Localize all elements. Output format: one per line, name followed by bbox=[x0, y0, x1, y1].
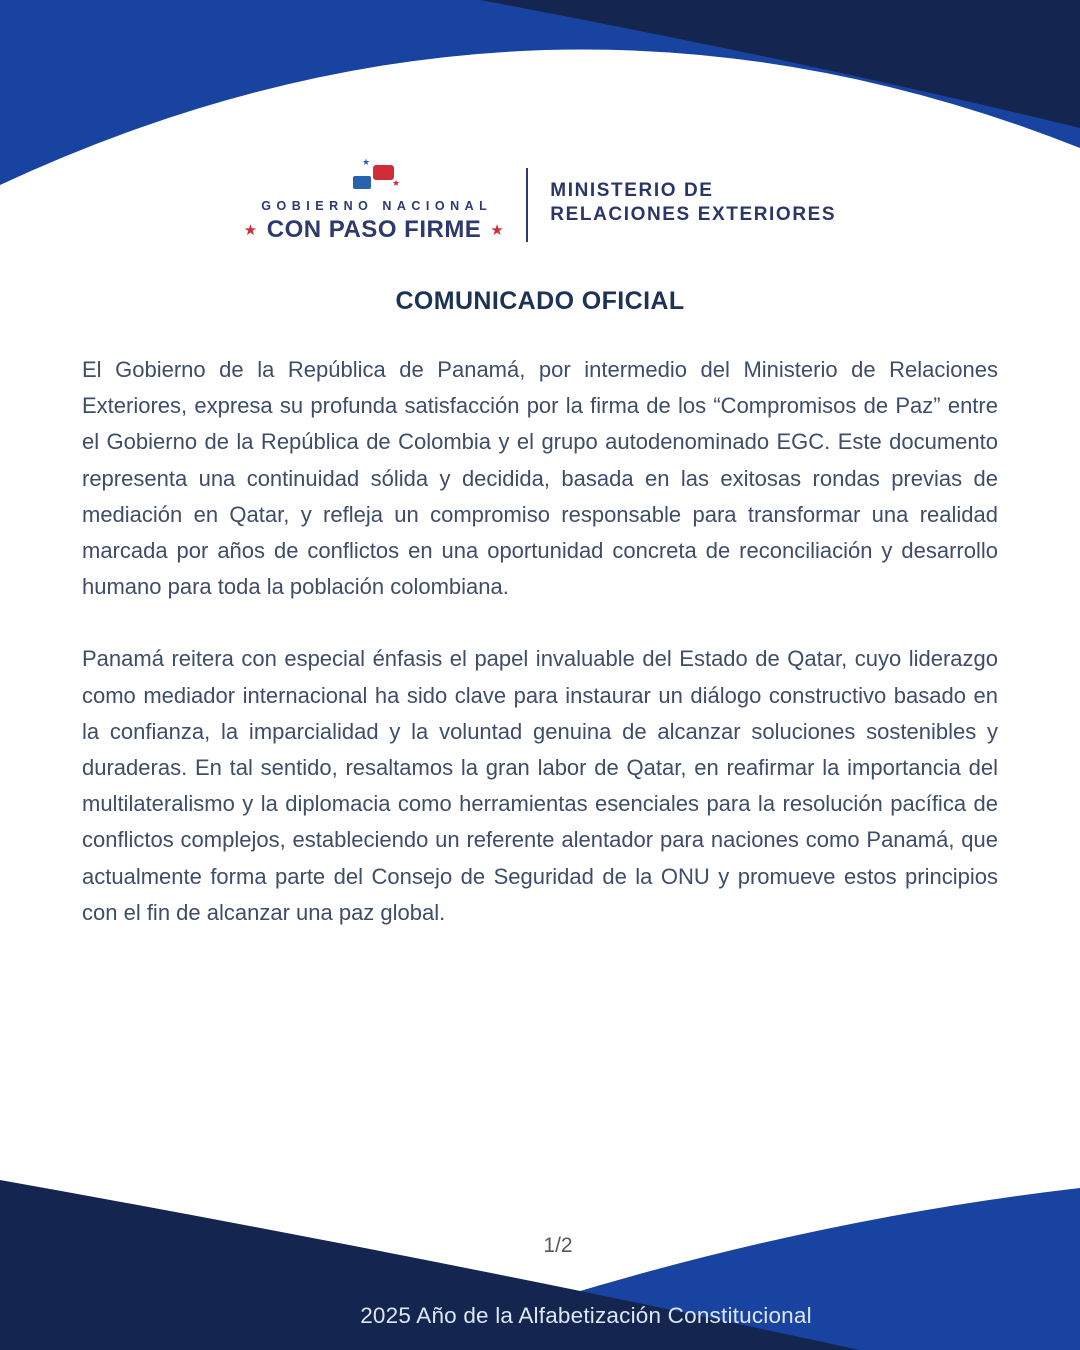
slogan-text: CON PASO FIRME bbox=[266, 216, 482, 243]
star-icon: ★ bbox=[391, 178, 401, 188]
flag-blue-rect bbox=[353, 176, 371, 189]
panama-flag-icon bbox=[351, 157, 401, 196]
body-paragraph: El Gobierno de la República de Panamá, por intermedio del Ministerio de Relaciones Exteriores, expresa su profunda satisfacción por la firma de los “Compromisos de Paz” entre el Gobierno de la República de Colombia y el grupo autodenominado EGC. Este documento representa una continuidad sólida y decidida, basada en las exitosas rondas previas de mediación en Qatar, y refleja un compromiso responsable para transformar una realidad marcada por años de conflictos en una oportunidad concreta de reconciliación y desarrollo humano para toda la población colombiana. bbox=[82, 357, 998, 600]
star-icon: ★ bbox=[490, 222, 505, 239]
star-icon: ★ bbox=[243, 222, 258, 239]
ministry-brand bbox=[528, 162, 836, 244]
star-icon: ★ bbox=[362, 157, 371, 167]
document-body bbox=[82, 352, 998, 931]
body-paragraph: Panamá reitera con especial énfasis el papel invaluable del Estado de Qatar, cuyo liderazgo como mediador internacional ha sido clave para instaurar un diálogo constructivo basado en la confianza, la imparcialidad y la voluntad genuina de alcanzar soluciones sostenibles y duraderas. En tal sentido, resaltamos la gran labor de Qatar, en reafirmar la importancia del multilateralismo y la diplomacia como herramientas esenciales para la resolución pacífica de conflictos complejos, estableciendo un referente alentador para naciones como Panamá, que actualmente forma parte del Consejo de Seguridad de la ONU y promueve estos principios con el fin de alcanzar una paz global. bbox=[82, 646, 998, 925]
ministry-name-line1: MINISTERIO DE bbox=[550, 180, 714, 201]
gobierno-nacional-label: GOBIERNO NACIONAL bbox=[261, 199, 493, 213]
ministry-name-line2: RELACIONES EXTERIORES bbox=[550, 204, 837, 225]
page-title: COMUNICADO OFICIAL bbox=[395, 287, 685, 315]
flag-red-rect bbox=[373, 165, 394, 180]
gobierno-nacional-brand bbox=[243, 157, 526, 244]
footer-text: 2025 Año de la Alfabetización Constitucional bbox=[360, 1303, 812, 1328]
con-paso-firme-label bbox=[244, 216, 504, 244]
government-logo bbox=[0, 157, 1080, 244]
page-indicator: 1/2 bbox=[543, 1234, 573, 1257]
